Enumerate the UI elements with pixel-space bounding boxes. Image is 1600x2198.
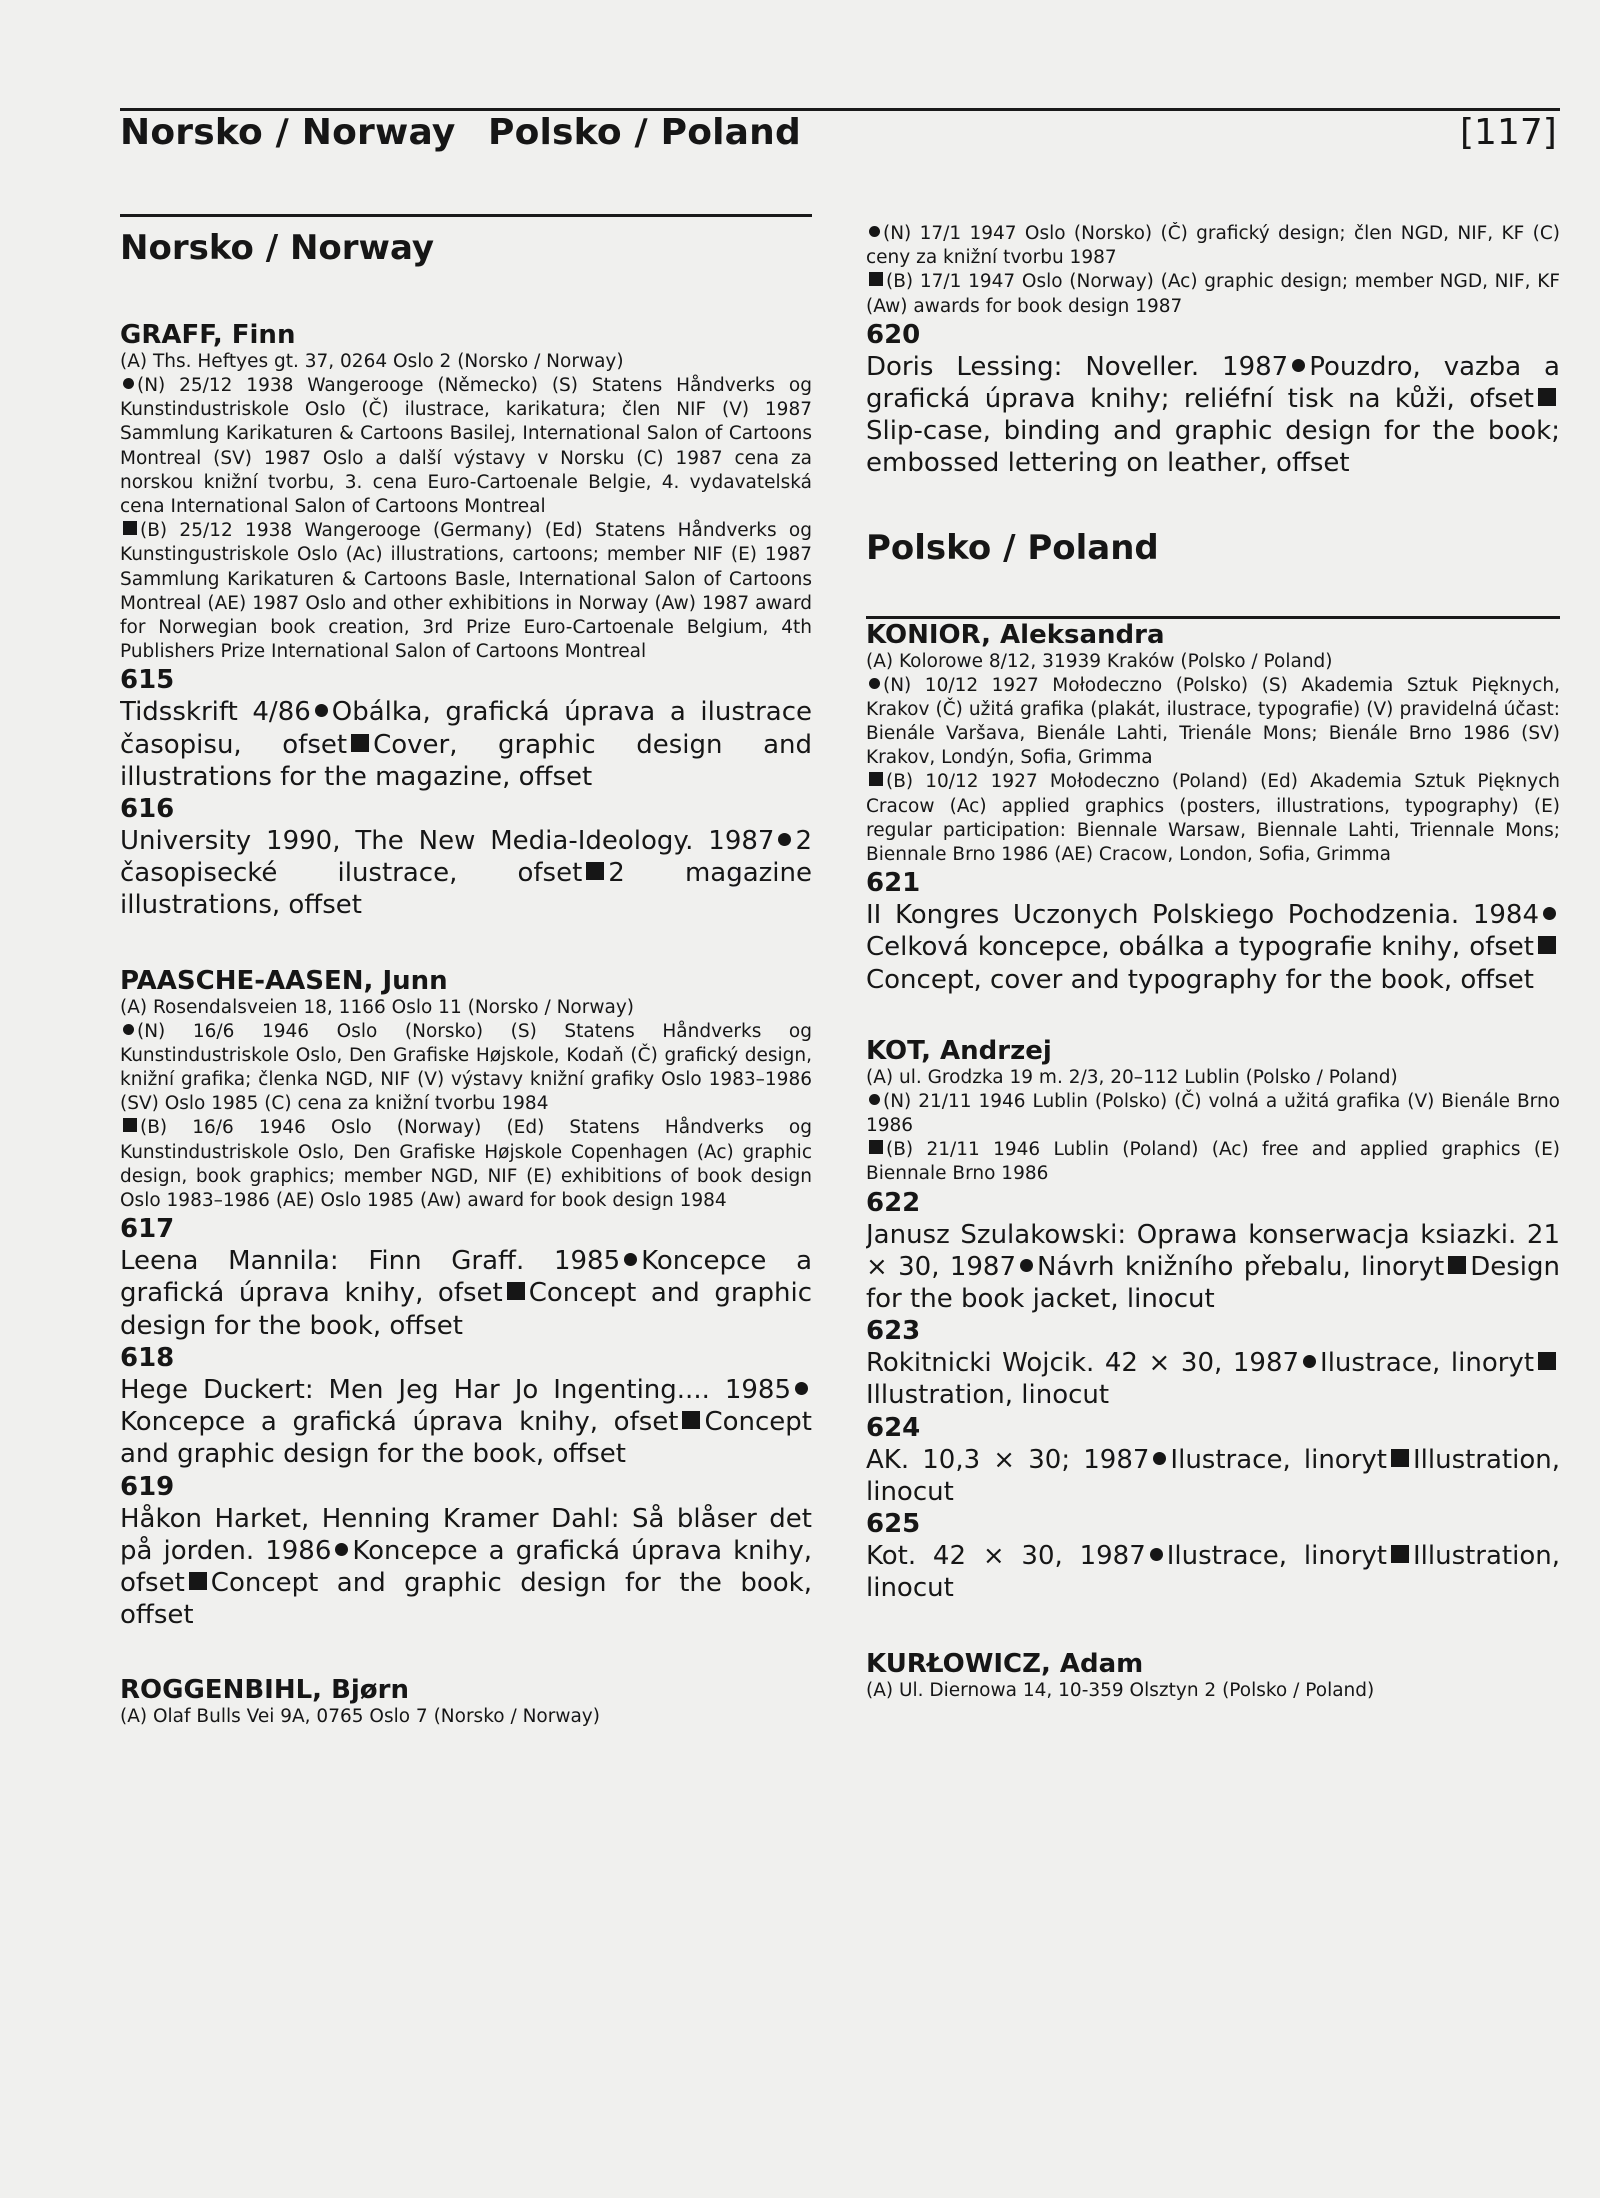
work-number: 623: [866, 1316, 921, 1347]
bullet-dot-icon: [1543, 907, 1556, 920]
right-column: [866, 222, 1560, 2078]
bullet-dot-icon: [1020, 1259, 1033, 1272]
work-description: Håkon Harket, Henning Kramer Dahl: Så blåser det på jorden. 1986 Koncepce a grafická úprava knihy, ofset Concept and graphic design for the book, offset: [120, 1503, 812, 1631]
bullet-dot-icon: [335, 1543, 348, 1556]
work-number: 618: [120, 1342, 175, 1373]
square-bullet-icon: [869, 772, 883, 786]
bullet-dot-icon: [869, 226, 880, 237]
artist-name: KONIOR, Aleksandra: [866, 619, 1165, 650]
artist-bio-cz: (N) 21/11 1946 Lublin (Polsko) (Č) volná a užitá grafika (V) Bienále Brno 1986: [866, 1090, 1560, 1137]
artist-bio-en: (B) 10/12 1927 Mołodeczno (Poland) (Ed) Akademia Sztuk Pięknych Cracow (Ac) applied graphics (posters, illustrations, typography) (E) regular participation: Biennale Warsaw, Biennale Lahti, Triennale Mons; Biennale Brno 1986 (AE) Cracow, London, Sofia, Grimma: [866, 771, 1560, 866]
work-description: University 1990, The New Media-Ideology. 1987 2 časopisecké ilustrace, ofset 2 magazine illustrations, offset: [120, 826, 812, 921]
header-right-title: Polsko / Poland: [488, 112, 801, 153]
artist-address: (A) ul. Grodzka 19 m. 2/3, 20–112 Lublin (Polsko / Poland): [866, 1066, 1398, 1088]
artist-bio-cz: (N) 10/12 1927 Mołodeczno (Polsko) (S) Akademia Sztuk Pięknych, Krakov (Č) užitá grafika (plakát, ilustrace, typografie) (V) pravidelná účast: Bienále Varšava, Bienále Lahti, Trienále Mons; Bienále Brno 1986 (SV) Krakov, Londýn, Sofia, Grimma: [866, 674, 1560, 769]
work-description: Janusz Szulakowski: Oprawa konserwacja ksiazki. 21 × 30, 1987 Návrh knižního přebalu, linoryt Design for the book jacket, linocut: [866, 1219, 1560, 1315]
section-spacer: [866, 480, 1560, 522]
bullet-dot-icon: [1153, 1452, 1166, 1465]
work-number: 620: [866, 319, 921, 350]
artist-address: (A) Rosendalsveien 18, 1166 Oslo 11 (Norsko / Norway): [120, 996, 634, 1018]
artist-address: (A) Kolorowe 8/12, 31939 Kraków (Polsko / Poland): [866, 650, 1333, 672]
square-bullet-icon: [1391, 1545, 1409, 1563]
left-column: [120, 222, 812, 2078]
work-number: 621: [866, 868, 921, 899]
square-bullet-icon: [189, 1572, 207, 1590]
artist-bio-en: (B) 21/11 1946 Lublin (Poland) (Ac) free and applied graphics (E) Biennale Brno 1986: [866, 1139, 1560, 1185]
header-left-title: Norsko / Norway: [120, 112, 456, 153]
work-number: 616: [120, 794, 175, 825]
bullet-dot-icon: [1150, 1548, 1163, 1561]
work-number: 622: [866, 1187, 921, 1218]
artist-name: PAASCHE-AASEN, Junn: [120, 965, 448, 996]
square-bullet-icon: [123, 1118, 137, 1132]
bullet-dot-icon: [1303, 1355, 1316, 1368]
work-description: Rokitnicki Wojcik. 42 × 30, 1987 Ilustrace, linorytIllustration, linocut: [866, 1347, 1560, 1411]
square-bullet-icon: [869, 1140, 883, 1154]
section-title-norway: Norsko / Norway: [120, 228, 435, 268]
bullet-dot-icon: [123, 378, 134, 389]
square-bullet-icon: [507, 1282, 525, 1300]
bullet-dot-icon: [778, 833, 791, 846]
bullet-dot-icon: [624, 1253, 637, 1266]
left-section-rule: [120, 214, 812, 217]
bullet-dot-icon: [315, 704, 328, 717]
work-number: 615: [120, 665, 175, 696]
square-bullet-icon: [1538, 388, 1556, 406]
work-description: AK. 10,3 × 30; 1987 Ilustrace, linoryt Illustration, linocut: [866, 1444, 1560, 1507]
artist-name: KOT, Andrzej: [866, 1035, 1052, 1066]
square-bullet-icon: [1448, 1256, 1466, 1274]
work-description: Hege Duckert: Men Jeg Har Jo Ingenting.... 1985Koncepce a grafická úprava knihy, ofset Concept and graphic design for the book, offset: [120, 1374, 812, 1470]
square-bullet-icon: [123, 521, 137, 535]
work-number: 619: [120, 1471, 175, 1502]
work-number: 617: [120, 1214, 175, 1245]
section-title-poland: Polsko / Poland: [866, 527, 1159, 568]
artist-name: GRAFF, Finn: [120, 320, 296, 350]
bullet-dot-icon: [869, 678, 880, 689]
header-top-rule: [120, 108, 1560, 111]
artist-bio-cz: (N) 25/12 1938 Wangerooge (Německo) (S) Statens Håndverks og Kunstindustriskole Oslo (Č) ilustrace, karikatura; člen NIF (V) 1987 Sammlung Karikaturen & Cartoons Basilej, International Salon of Cartoons Montreal (SV) 1987 Oslo a další výstavy v Norsku (C) 1987 cena za norskou knižní tvorbu, 3. cena Euro-Cartoenale Belgie, 4. vydavatelská cena International Salon of Cartoons Montreal: [120, 375, 812, 518]
work-number: 624: [866, 1412, 921, 1443]
artist-bio-en: (B) 17/1 1947 Oslo (Norway) (Ac) graphic design; member NGD, NIF, KF (Aw) awards for book design 1987: [866, 271, 1560, 317]
square-bullet-icon: [682, 1411, 700, 1429]
artist-bio-en: (B) 16/6 1946 Oslo (Norway) (Ed) Statens Håndverks og Kunstindustriskole Oslo, Den Grafiske Højskole Copenhagen (Ac) graphic design, book graphics; member NGD, NIF (E) exhibitions of book design Oslo 1983–1986 (AE) Oslo 1985 (Aw) award for book design 1984: [120, 1117, 812, 1212]
artist-name: ROGGENBIHL, Bjørn: [120, 1675, 409, 1706]
square-bullet-icon: [1391, 1449, 1409, 1467]
artist-address: (A) Ths. Heftyes gt. 37, 0264 Oslo 2 (Norsko / Norway): [120, 351, 624, 372]
square-bullet-icon: [1538, 1352, 1556, 1370]
bullet-dot-icon: [1292, 359, 1305, 372]
work-description: Doris Lessing: Noveller. 1987 Pouzdro, vazba a grafická úprava knihy; reliéfní tisk na kůži, ofsetSlip-case, binding and graphic design for the book; embossed lettering on leather, offset: [866, 351, 1560, 479]
artist-bio-en: (B) 25/12 1938 Wangerooge (Germany) (Ed) Statens Håndverks og Kunstingustriskole Oslo (Ac) illustrations, cartoons; member NIF (E) 1987 Sammlung Karikaturen & Cartoons Basle, International Salon of Cartoons Montreal (AE) 1987 Oslo and other exhibitions in Norway (Aw) 1987 award for Norwegian book creation, 3rd Prize Euro-Cartoenale Belgium, 4th Publishers Prize International Salon of Cartoons Montreal: [120, 520, 812, 663]
square-bullet-icon: [869, 272, 883, 286]
work-description: Tidsskrift 4/86 Obálka, grafická úprava a ilustrace časopisu, ofset Cover, graphic design and illustrations for the magazine, offset: [120, 697, 812, 792]
bullet-dot-icon: [795, 1382, 808, 1395]
artist-bio-cz: (N) 16/6 1946 Oslo (Norsko) (S) Statens Håndverks og Kunstindustriskole Oslo, Den Grafiske Højskole, Kodaň (Č) grafický design, knižní grafika; členka NGD, NIF (V) výstavy knižní grafiky Oslo 1983–1986 (SV) Oslo 1985 (C) cena za knižní tvorbu 1984: [120, 1020, 812, 1115]
bullet-dot-icon: [869, 1094, 880, 1105]
artist-address: (A) Olaf Bulls Vei 9A, 0765 Oslo 7 (Norsko / Norway): [120, 1706, 600, 1728]
bullet-dot-icon: [123, 1024, 134, 1035]
work-number: 625: [866, 1509, 921, 1540]
square-bullet-icon: [351, 734, 369, 752]
artist-bio-cz: (N) 17/1 1947 Oslo (Norsko) (Č) grafický design; člen NGD, NIF, KF (C) ceny za knižní tvorbu 1987: [866, 223, 1560, 269]
work-description: II Kongres Uczonych Polskiego Pochodzenia. 1984Celková koncepce, obálka a typografie knihy, ofsetConcept, cover and typography for the book, offset: [866, 899, 1560, 996]
work-description: Kot. 42 × 30, 1987 Ilustrace, linoryt Illustration, linocut: [866, 1541, 1560, 1604]
page-number: [117]: [1460, 112, 1557, 153]
artist-address: (A) Ul. Diernowa 14, 10-359 Olsztyn 2 (Polsko / Poland): [866, 1679, 1375, 1701]
work-description: Leena Mannila: Finn Graff. 1985 Koncepce a grafická úprava knihy, ofset Concept and graphic design for the book, offset: [120, 1246, 812, 1341]
artist-name: KURŁOWICZ, Adam: [866, 1648, 1144, 1679]
square-bullet-icon: [586, 862, 604, 880]
square-bullet-icon: [1538, 936, 1556, 954]
